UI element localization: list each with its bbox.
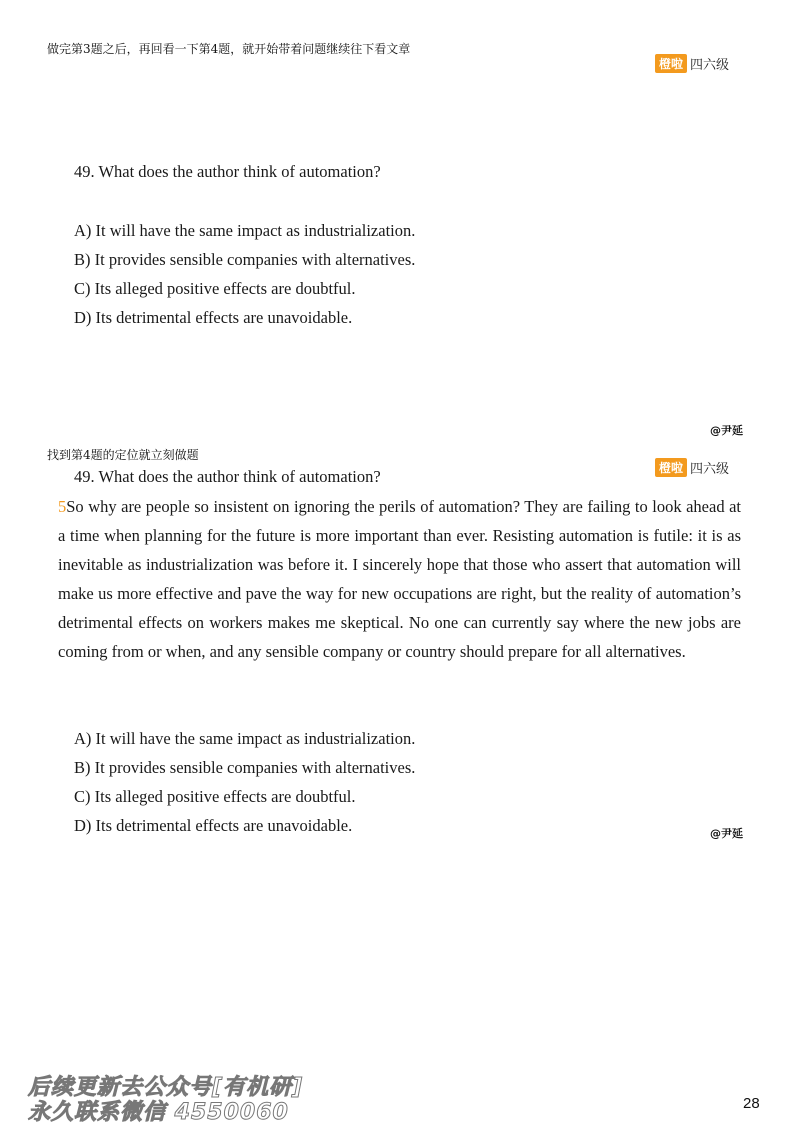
paragraph-number: 5 <box>58 497 67 516</box>
author-handle-2: @尹延 <box>710 827 743 840</box>
option-c: C) Its alleged positive effects are doubtful. <box>74 279 356 298</box>
logo-badge: 橙啦 <box>655 54 687 73</box>
watermark-line-2: 永久联系微信 4550060 <box>28 1100 289 1125</box>
logo-badge: 橙啦 <box>655 458 687 477</box>
option-d: D) Its detrimental effects are unavoidable. <box>74 308 353 327</box>
watermark-line-1: 后续更新去公众号[有机研] <box>28 1075 304 1100</box>
option-a: A) It will have the same impact as industrialization. <box>74 221 416 240</box>
page-number: 28 <box>743 1095 760 1112</box>
question-title-2: 49. What does the author think of automation? <box>74 467 381 486</box>
option-a: A) It will have the same impact as industrialization. <box>74 729 416 748</box>
brand-logo <box>655 54 729 73</box>
top-instruction-note: 做完第3题之后，再回看一下第4题，就开始带着问题继续往下看文章 <box>47 42 411 56</box>
brand-logo-2 <box>655 458 729 477</box>
logo-text: 四六级 <box>690 58 730 73</box>
passage-paragraph <box>58 492 741 666</box>
options-list <box>74 216 415 332</box>
option-b: B) It provides sensible companies with alternatives. <box>74 250 416 269</box>
question-title: 49. What does the author think of automation? <box>74 162 381 181</box>
logo-text: 四六级 <box>690 462 730 477</box>
watermark <box>28 1075 303 1125</box>
option-d: D) Its detrimental effects are unavoidable. <box>74 816 353 835</box>
locate-instruction-note: 找到第4题的定位就立刻做题 <box>47 448 199 462</box>
passage-text: So why are people so insistent on ignoring the perils of automation? They are failing to look ahead at a time when planning for the future is more important than ever. Resisting automation is futile: it is as inevitable as industrialization was before it. I sincerely hope that those who assert that automation will make us more effective and pave the way for new occupations are right, but the reality of automation’s detrimental effects on workers makes me skeptical. No one can currently say where the new jobs are coming from or when, and any sensible company or country should prepare for all alternatives. <box>58 497 741 661</box>
option-b: B) It provides sensible companies with alternatives. <box>74 758 416 777</box>
option-c: C) Its alleged positive effects are doubtful. <box>74 787 356 806</box>
options-list-2 <box>74 724 415 840</box>
author-handle: @尹延 <box>710 424 743 437</box>
